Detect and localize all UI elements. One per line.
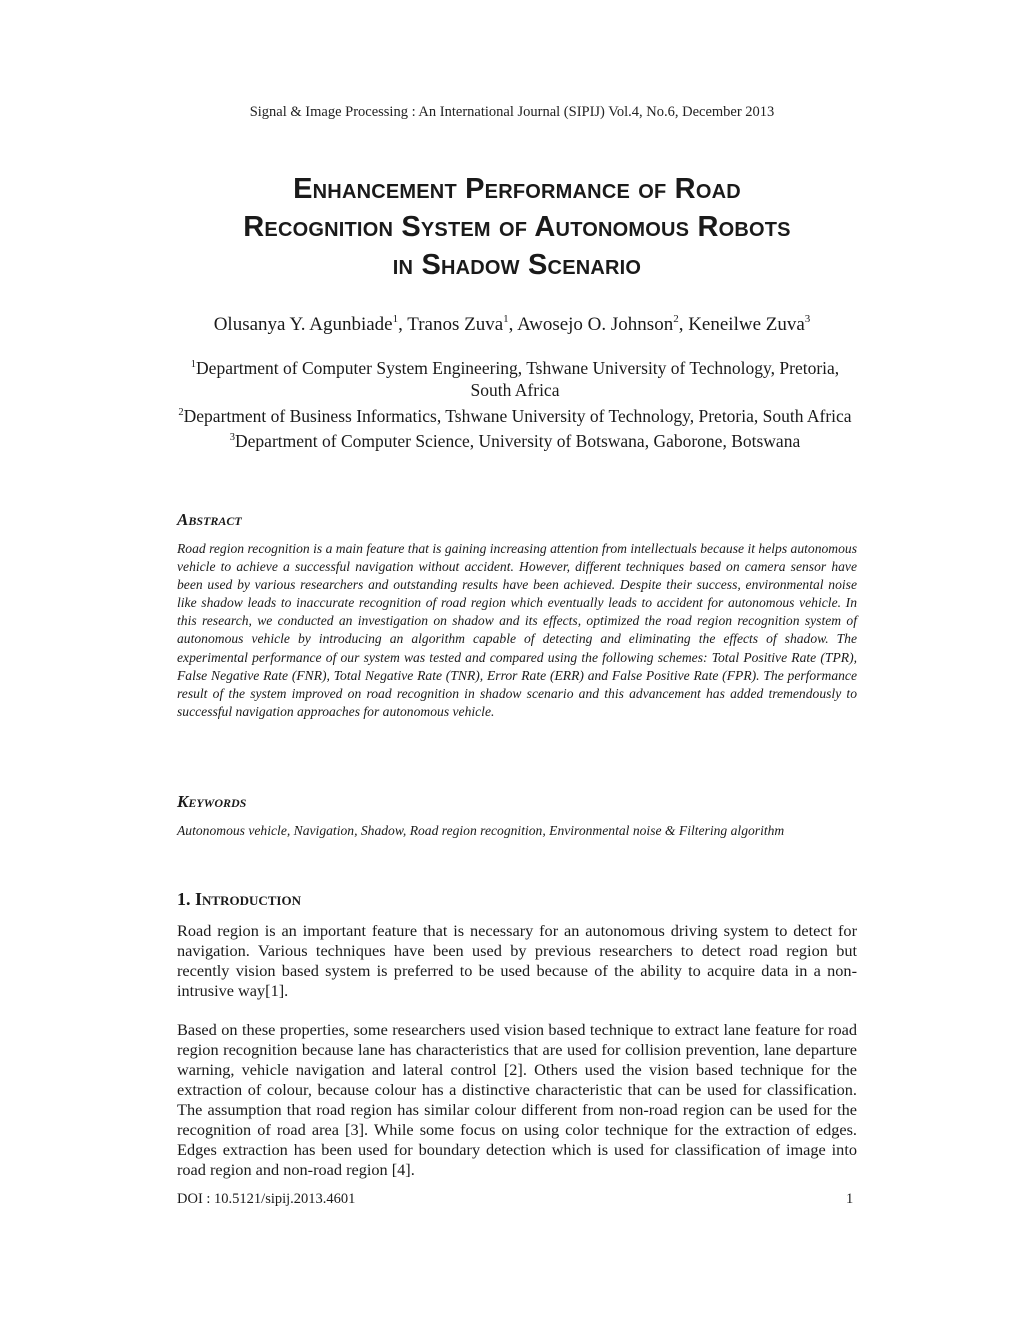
title-line-1: Enhancement Performance of Road [293,173,741,205]
author-affiliation-mark: 2 [673,313,679,325]
title-line-2: Recognition System of Autonomous Robots [243,211,791,243]
affiliation-mark: 2 [178,406,184,418]
author-separator: , [678,314,689,335]
affiliation-list [170,354,860,453]
page-number: 1 [846,1191,854,1207]
introduction-heading [177,889,301,910]
author-name: Keneilwe Zuva [688,314,805,335]
author-affiliation-mark: 1 [503,313,509,325]
intro-paragraph-1: Road region is an important feature that is necessary for an autonomous driving system to detect for navigation. Various techniques have been used by previous researchers to detect road region but recently vision based system is preferred to be used because of the ability to acquire data in a non-intrusive way[1]. [177,921,857,1000]
affiliation-mark: 1 [190,359,197,370]
section-number: 1. [177,889,191,909]
affiliation-item [170,402,860,428]
affiliation-item [170,354,860,402]
affiliation-mark: 3 [229,432,236,444]
author-separator: , [398,314,408,335]
section-title: Introduction [195,889,301,909]
affiliation-text: Department of Business Informatics, Tshwane University of Technology, Pretoria, South Africa [183,405,852,426]
keywords-heading: Keywords [177,792,247,811]
affiliation-item [170,427,860,453]
keywords-text: Autonomous vehicle, Navigation, Shadow, Road region recognition, Environmental noise & Filtering algorithm [177,823,785,838]
abstract-text: Road region recognition is a main feature that is gaining increasing attention from intellectuals because it helps autonomous vehicle to achieve a successful navigation without accident. However, different techniques based on camera sensor have been used by various researchers and outstanding results have been achieved. Despite their success, environmental noise like shadow leads to inaccurate recognition of road region which eventually leads to accident for autonomous vehicle. In this research, we conducted an investigation on shadow and its effects, optimized the road region recognition system of autonomous vehicle by introducing an algorithm capable of detecting and eliminating the effects of shadow. The experimental performance of our system was tested and compared using the following schemes: Total Positive Rate (TPR), False Negative Rate (FNR), Total Negative Rate (TNR), Error Rate (ERR) and False Positive Rate (FPR). The performance result of the system improved on road recognition in shadow scenario and this advancement has added tremendously to successful navigation approaches for autonomous vehicle. [177,541,857,719]
abstract-heading: Abstract [177,510,242,529]
author-name: Awosejo O. Johnson [517,314,674,335]
author-separator: , [508,314,518,335]
doi-footer: DOI : 10.5121/sipij.2013.4601 [177,1191,356,1207]
author-affiliation-mark: 3 [804,313,811,325]
affiliation-text: Department of Computer Science, University of Botswana, Gaborone, Botswana [235,431,801,452]
title-line-3: in Shadow Scenario [392,249,642,281]
journal-header: Signal & Image Processing : An International Journal (SIPIJ) Vol.4, No.6, December 2013 [249,104,775,120]
author-name: Tranos Zuva [407,314,504,335]
author-name: Olusanya Y. Agunbiade [213,314,393,335]
intro-paragraph-2: Based on these properties, some researchers used vision based technique to extract lane feature for road region recognition because lane has characteristics that are used for collision prevention, lane departure warning, vehicle navigation and lateral control [2]. Others used the vision based technique for the extraction of colour, because colour has a distinctive characteristic that can be used for classification. The assumption that road region has similar colour different from non-road region can be used for the recognition of road area [3]. While some focus on using color technique for the extraction of edges. Edges extraction has been used for boundary detection which is used for classification of image into road region and non-road region [4]. [177,1020,857,1179]
author-affiliation-mark: 1 [392,313,399,325]
paper-title [130,170,904,284]
author-list [0,313,1024,336]
affiliation-text: Department of Computer System Engineering, Tshwane University of Technology, Pretoria, South Africa [196,358,840,400]
